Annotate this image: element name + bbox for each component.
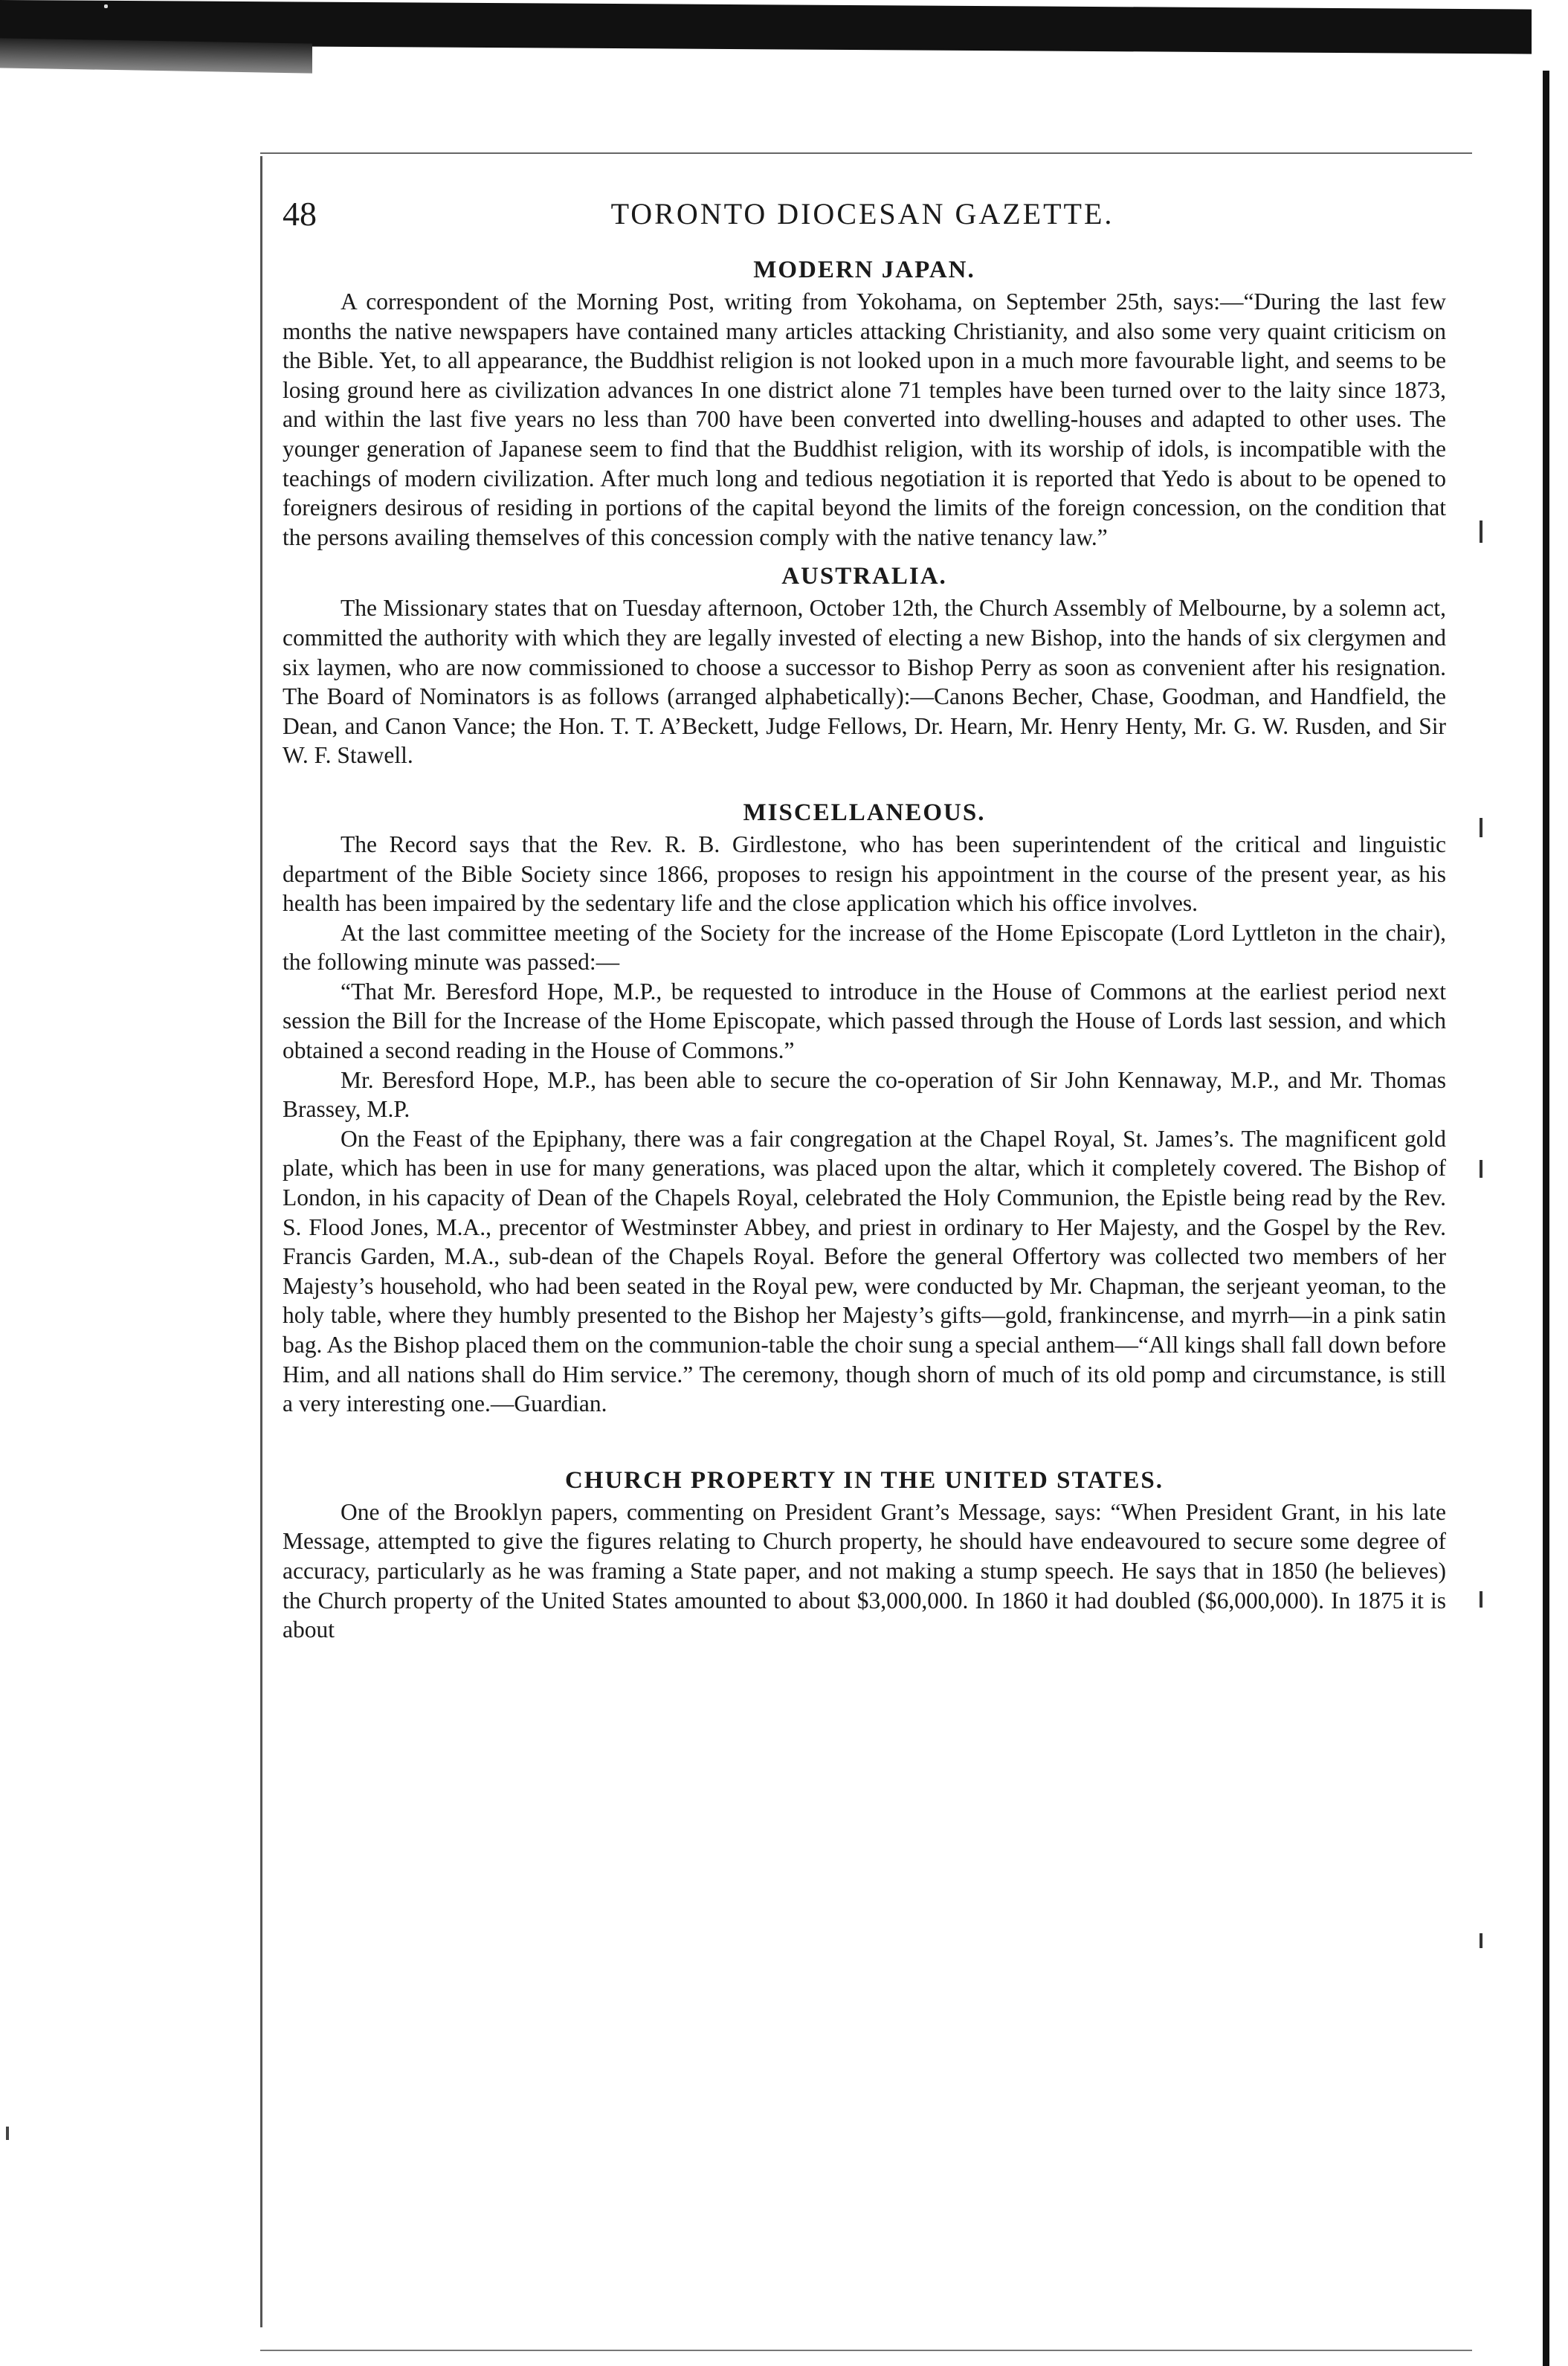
scan-top-shadow — [0, 38, 312, 73]
running-title: TORONTO DIOCESAN GAZETTE. — [610, 197, 1114, 231]
scan-mark — [6, 2127, 9, 2140]
scan-edge-tick — [1480, 1933, 1482, 1948]
scan-edge-tick — [1480, 818, 1482, 837]
article-paragraph: “That Mr. Beresford Hope, M.P., be requested to introduce in the House of Commons at the earliest period next session the Bill for the Increase of the Home Episcopate, which passed through the House of Lords last session, and which obtained a second reading in the House of Commons.” — [283, 978, 1446, 1064]
scan-speck — [104, 4, 108, 8]
section-heading: MODERN JAPAN. — [753, 257, 975, 283]
scan-edge-tick — [1480, 1160, 1482, 1178]
article-paragraph: A correspondent of the Morning Post, writing from Yokohama, on September 25th, says:—“During the last few months the native newspapers have contained many articles attacking Christianity, and also some very quaint criticism on the Bible. Yet, to all appearance, the Buddhist religion is not looked upon in a much more favourable light, and seems to be losing ground here as civilization advances In one district alone 71 temples have been turned over to the laity since 1873, and within the last five years no less than 700 have been converted into dwelling-houses and adapted to other uses. The younger generation of Japanese seem to find that the Buddhist religion, with its worship of idols, is incompatible with the teachings of modern civilization. After much long and tedious negotiation it is reported that Yedo is about to be opened to foreigners desirous of residing in portions of the capital beyond the limits of the foreign concession, on the condition that the persons availing themselves of this concession comply with the native tenancy law.” — [283, 289, 1446, 550]
article-paragraph: One of the Brooklyn papers, commenting on President Grant’s Message, says: “When President Grant, in his late Message, attempted to give the figures relating to Church property, he should have endeavoured to secure some degree of accuracy, particularly as he was framing a State paper, and not making a stump speech. He says that in 1850 (he believes) the Church property of the United States amounted to about $3,000,000. In 1860 it had doubled ($6,000,000). In 1875 it is about — [283, 1498, 1446, 1643]
page-top-rule — [260, 152, 1472, 154]
page-header — [283, 192, 1442, 236]
spacer — [283, 552, 1446, 559]
article-column — [283, 253, 1446, 1645]
section-heading: AUSTRALIA. — [781, 563, 947, 590]
article-paragraph: The Record says that the Rev. R. B. Girdlestone, who has been superintendent of the critical and linguistic department of the Bible Society since 1866, proposes to resign his appointment in the course of the present year, as his health has been impaired by the sedentary life and the close application which his office involves. — [283, 831, 1446, 917]
section-heading: MISCELLANEOUS. — [743, 799, 986, 826]
spacer — [283, 770, 1446, 796]
article-paragraph: The Missionary states that on Tuesday afternoon, October 12th, the Church Assembly of Melbourne, by a solemn act, committed the authority with which they are legally invested of electing a new Bishop, into the hands of six clergymen and six laymen, who are now commissioned to choose a successor to Bishop Perry as soon as convenient after his resignation. The Board of Nominators is as follows (arranged alphabetically):—Canons Becher, Chase, Goodman, and Handfield, the Dean, and Canon Vance; the Hon. T. T. A’Beckett, Judge Fellows, Dr. Hearn, Mr. Henry Henty, Mr. G. W. Rusden, and Sir W. F. Stawell. — [283, 595, 1446, 769]
page-number: 48 — [283, 195, 317, 233]
article-paragraph: Mr. Beresford Hope, M.P., has been able to secure the co-operation of Sir John Kennaway, M.P., and Mr. Thomas Brassey, M.P. — [283, 1066, 1446, 1123]
scan-right-edge — [1543, 71, 1549, 2366]
page-bottom-rule — [260, 2350, 1472, 2351]
scan-edge-tick — [1480, 520, 1482, 543]
spacer — [283, 1419, 1446, 1463]
scan-edge-tick — [1480, 1591, 1482, 1608]
article-paragraph: On the Feast of the Epiphany, there was a fair congregation at the Chapel Royal, St. James’s. The magnificent gold plate, which has been in use for many generations, was placed upon the altar, which it completely covered. The Bishop of London, in his capacity of Dean of the Chapels Royal, celebrated the Holy Communion, the Epistle being read by the Rev. S. Flood Jones, M.A., precentor of Westminster Abbey, and priest in ordinary to Her Majesty, and the Gospel by the Rev. Francis Garden, M.A., sub-dean of the Chapels Royal. Before the general Offertory was collected two members of her Majesty’s household, who had been seated in the Royal pew, were conducted by Mr. Chapman, the serjeant yeoman, to the holy table, where they humbly presented to the Bishop her Majesty’s gifts—gold, frankincense, and myrrh—in a pink satin bag. As the Bishop placed them on the communion-table the choir sung a special anthem—“All kings shall fall down before Him, and all nations shall do Him service.” The ceremony, though shorn of much of its old pomp and circumstance, is still a very interesting one.—Guardian. — [283, 1125, 1446, 1417]
section-heading: CHURCH PROPERTY IN THE UNITED STATES. — [564, 1466, 1164, 1494]
article-paragraph: At the last committee meeting of the Society for the increase of the Home Episcopate (Lord Lyttleton in the chair), the following minute was passed:— — [283, 919, 1446, 976]
